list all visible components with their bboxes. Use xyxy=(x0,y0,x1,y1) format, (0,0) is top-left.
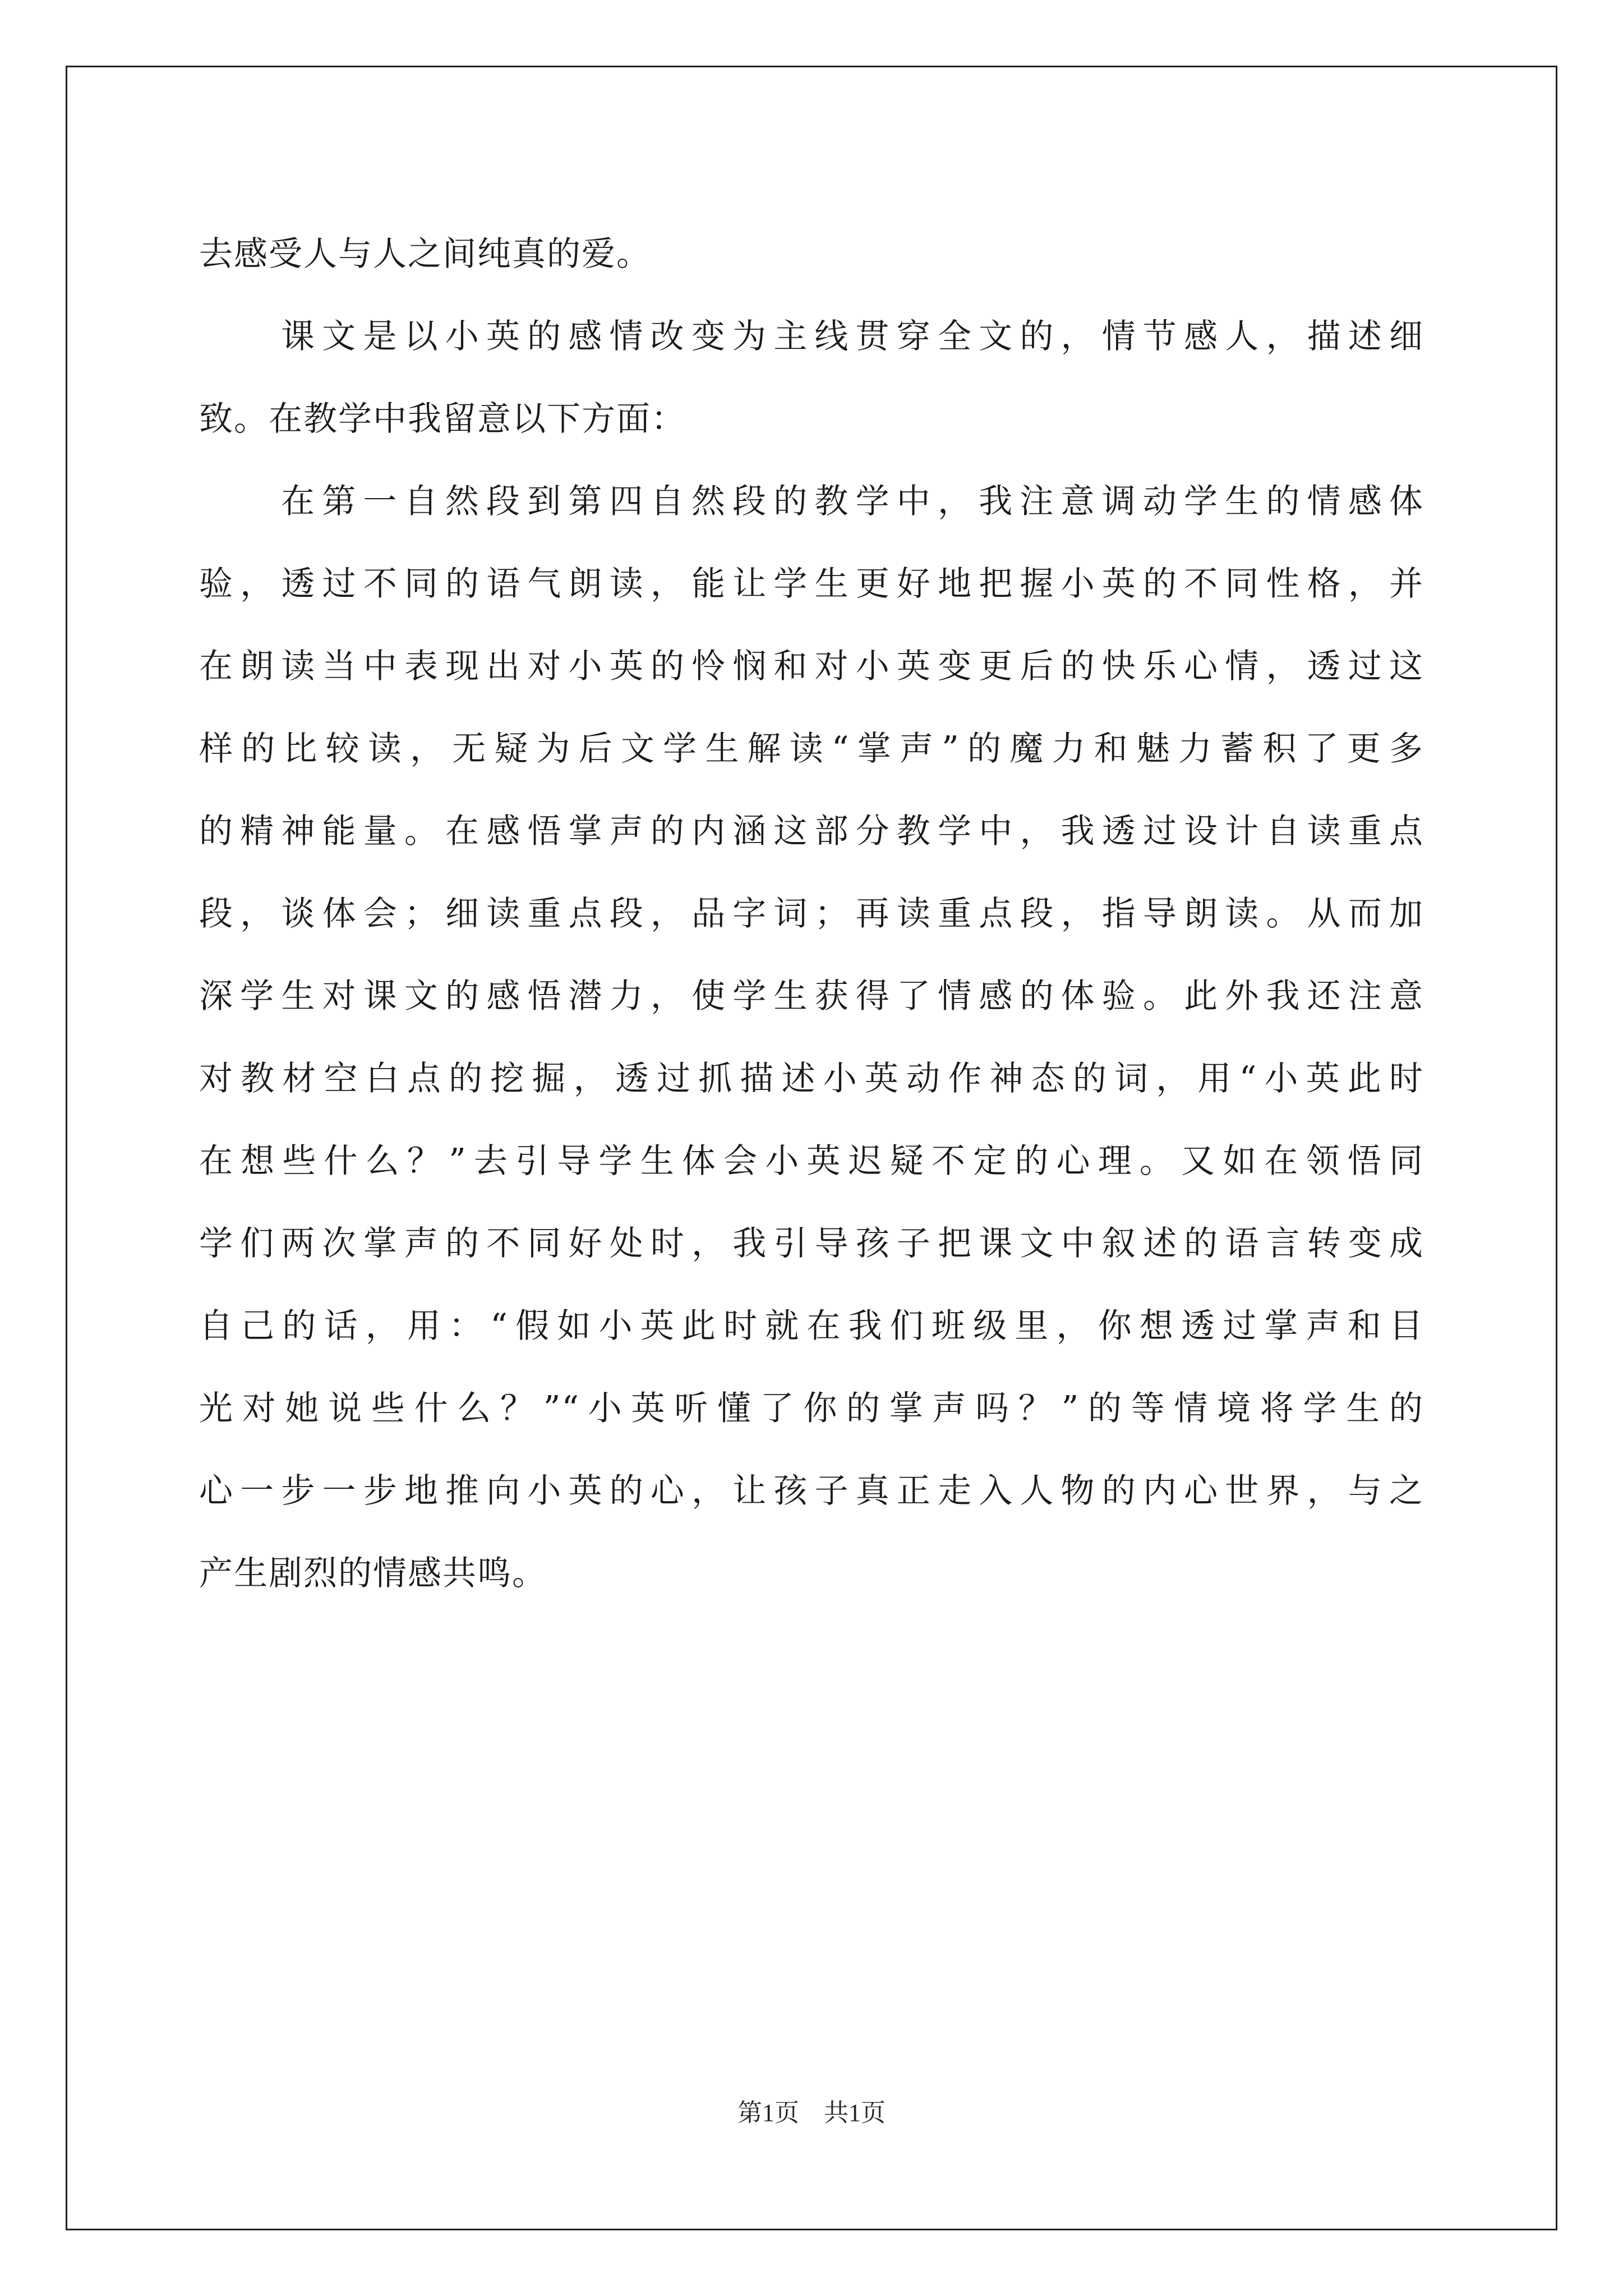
text-line: 深学生对课文的感悟潜力，使学生获得了情感的体验。此外我还注意 xyxy=(199,977,1424,1016)
text-line: 在想些什么？”去引导学生体会小英迟疑不定的心理。又如在领悟同 xyxy=(199,1142,1424,1181)
text-line: 自己的话，用：“假如小英此时就在我们班级里，你想透过掌声和目 xyxy=(199,1306,1424,1346)
text-line: 在朗读当中表现出对小英的怜悯和对小英变更后的快乐心情，透过这 xyxy=(199,647,1424,686)
text-line: 段，谈体会；细读重点段，品字词；再读重点段，指导朗读。从而加 xyxy=(199,894,1424,933)
text-line: 致。在教学中我留意以下方面： xyxy=(199,399,686,439)
page-footer: 第1页 共1页 xyxy=(737,2099,886,2127)
text-line: 课文是以小英的感情改变为主线贯穿全文的，情节感人，描述细 xyxy=(281,317,1424,356)
text-line: 心一步一步地推向小英的心，让孩子真正走入人物的内心世界，与之 xyxy=(199,1471,1424,1511)
text-line: 的精神能量。在感悟掌声的内涵这部分教学中，我透过设计自读重点 xyxy=(199,812,1424,851)
text-line: 学们两次掌声的不同好处时，我引导孩子把课文中叙述的语言转变成 xyxy=(199,1224,1424,1263)
text-line: 去感受人与人之间纯真的爱。 xyxy=(199,234,651,274)
text-line: 在第一自然段到第四自然段的教学中，我注意调动学生的情感体 xyxy=(281,482,1424,521)
text-line: 对教材空白点的挖掘，透过抓描述小英动作神态的词，用“小英此时 xyxy=(199,1059,1424,1098)
text-line: 样的比较读，无疑为后文学生解读“掌声”的魔力和魅力蓄积了更多 xyxy=(199,729,1424,769)
text-line: 光对她说些什么？”“小英听懂了你的掌声吗？”的等情境将学生的 xyxy=(199,1389,1424,1428)
text-line: 验，透过不同的语气朗读，能让学生更好地把握小英的不同性格，并 xyxy=(199,564,1424,604)
document-body xyxy=(199,213,1424,1615)
text-line: 产生剧烈的情感共鸣。 xyxy=(199,1554,547,1593)
